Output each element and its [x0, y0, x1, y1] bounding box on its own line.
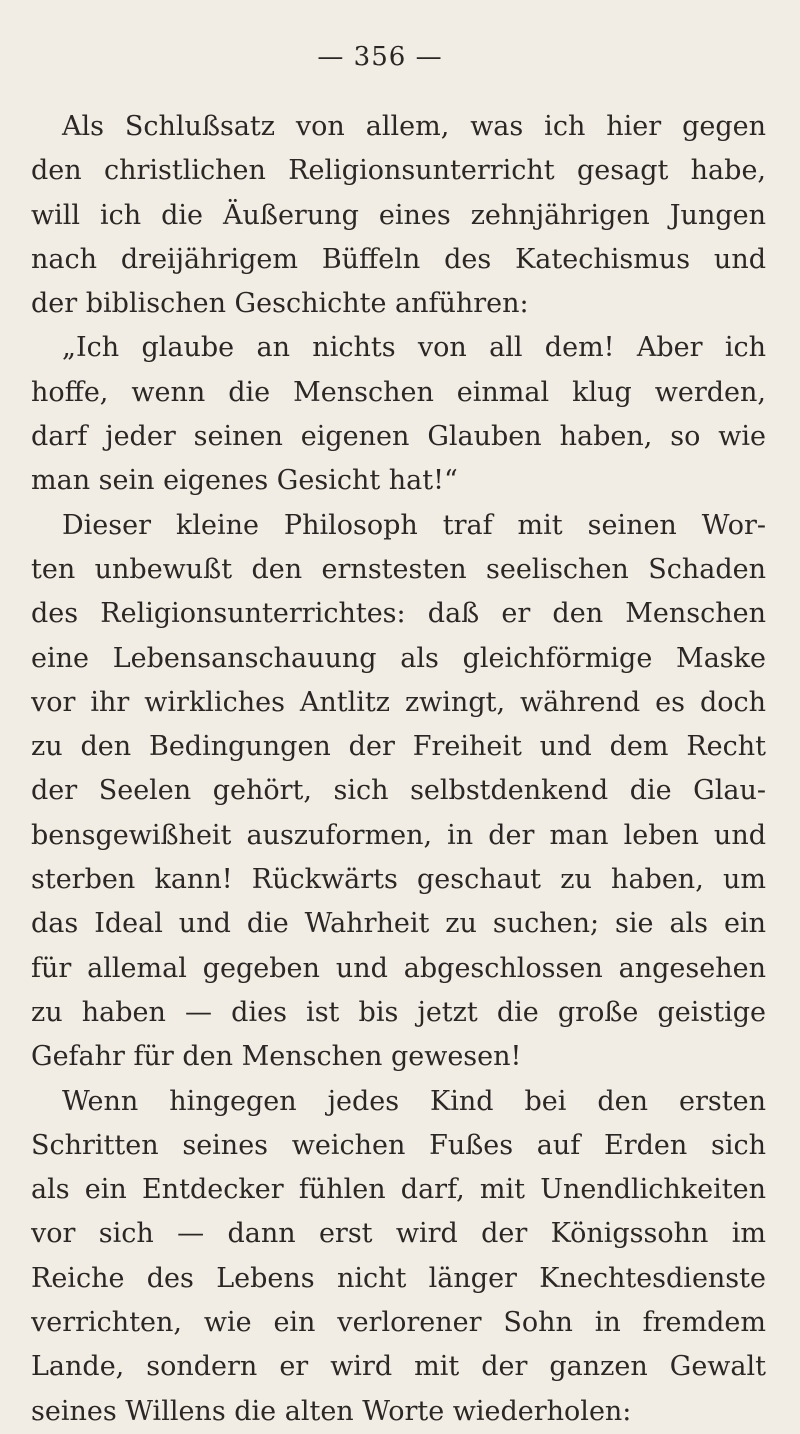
text-line: Wenn hingegen jedes Kind bei den ersten — [62, 1085, 766, 1117]
text-line: darf jeder seinen eigenen Glauben haben, so wie — [31, 421, 766, 453]
text-line: des Religionsunterrichtes: daß er den Menschen — [31, 598, 766, 630]
text-line: verrichten, wie ein verlorener Sohn in fremdem — [31, 1307, 766, 1339]
text-line: will ich die Äußerung eines zehnjährigen Jungen — [31, 199, 766, 231]
text-line: bensgewißheit auszuformen, in der man leben und — [31, 819, 766, 851]
text-line: sterben kann! Rückwärts geschaut zu haben, um — [31, 864, 766, 896]
text-line: ten unbewußt den ernstesten seelischen Schaden — [31, 553, 766, 585]
text-line: der biblischen Geschichte anführen: — [31, 288, 529, 320]
text-line: Schritten seines weichen Fußes auf Erden sich — [31, 1129, 766, 1161]
body-text — [31, 105, 766, 1434]
text-line: der Seelen gehört, sich selbstdenkend die Glau- — [31, 775, 766, 807]
text-line: seines Willens die alten Worte wiederholen: — [31, 1395, 632, 1427]
page-number: — 356 — — [317, 42, 443, 72]
text-line: den christlichen Religionsunterricht gesagt habe, — [31, 155, 766, 187]
text-line: das Ideal und die Wahrheit zu suchen; sie als ein — [31, 908, 766, 940]
text-line: vor sich — dann erst wird der Königssohn im — [31, 1218, 766, 1250]
text-line: hoffe, wenn die Menschen einmal klug werden, — [31, 376, 766, 408]
text-line: Dieser kleine Philosoph traf mit seinen Wor- — [62, 509, 766, 541]
text-line: für allemal gegeben und abgeschlossen angesehen — [31, 952, 766, 984]
text-line: zu haben — dies ist bis jetzt die große geistige — [31, 996, 766, 1028]
text-line: als ein Entdecker fühlen darf, mit Unendlichkeiten — [31, 1174, 766, 1206]
text-line: man sein eigenes Gesicht hat!“ — [31, 465, 458, 497]
text-line: Als Schlußsatz von allem, was ich hier gegen — [62, 111, 766, 142]
text-line: zu den Bedingungen der Freiheit und dem Recht — [31, 731, 766, 763]
text-line: vor ihr wirkliches Antlitz zwingt, während es doch — [31, 686, 766, 718]
text-line: Gefahr für den Menschen gewesen! — [31, 1041, 522, 1073]
text-line: Reiche des Lebens nicht länger Knechtesdienste — [31, 1262, 766, 1294]
text-line: nach dreijährigem Büffeln des Katechismus und — [31, 243, 766, 275]
text-line: eine Lebensanschauung als gleichförmige Maske — [31, 642, 766, 674]
text-line: „Ich glaube an nichts von all dem! Aber ich — [62, 332, 766, 364]
text-line: Lande, sondern er wird mit der ganzen Gewalt — [31, 1351, 766, 1383]
